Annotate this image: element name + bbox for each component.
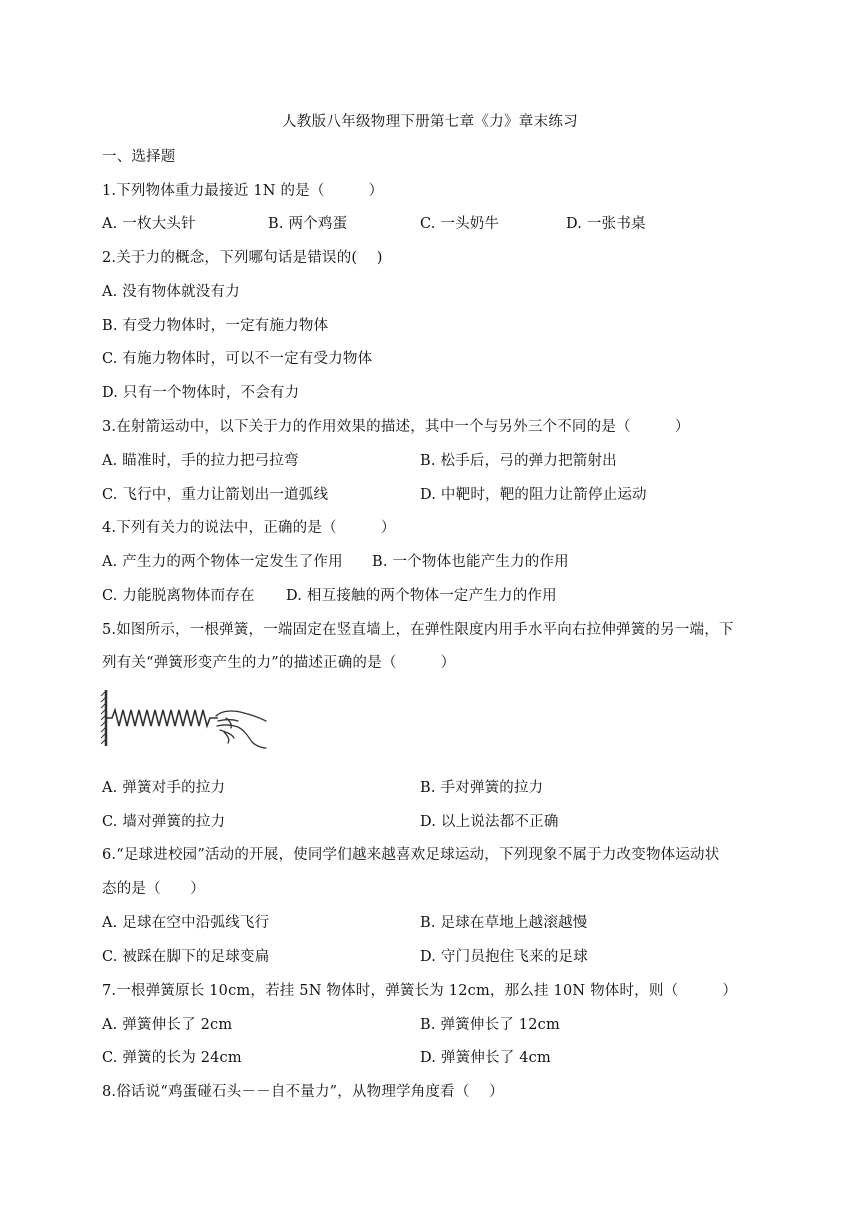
question-4-option-c: C. 力能脱离物体而存在 — [102, 588, 255, 604]
question-2-option-b: B. 有受力物体时，一定有施力物体 — [102, 318, 329, 334]
question-2-stem: 2.关于力的概念，下列哪句话是错误的( ) — [102, 250, 383, 266]
question-7-stem: 7.一根弹簧原长 10cm，若挂 5N 物体时，弹簧长为 12cm，那么挂 10N 物体时，则（ ） — [102, 983, 738, 999]
question-5-option-b: B. 手对弹簧的拉力 — [420, 780, 544, 796]
question-6-option-d: D. 守门员抱住飞来的足球 — [420, 949, 588, 965]
question-7-option-d: D. 弹簧伸长了 4cm — [420, 1050, 551, 1066]
question-3-option-a: A. 瞄准时，手的拉力把弓拉弯 — [102, 453, 299, 469]
question-4-option-b: B. 一个物体也能产生力的作用 — [372, 554, 569, 570]
question-7-option-c: C. 弹簧的长为 24cm — [102, 1050, 242, 1066]
document-title: 人教版八年级物理下册第七章《力》章末练习 — [282, 114, 578, 130]
question-3-option-d: D. 中靶时，靶的阻力让箭停止运动 — [420, 487, 647, 503]
question-1-option-c: C. 一头奶牛 — [420, 216, 500, 232]
question-1-stem: 1.下列物体重力最接近 1N 的是（ ） — [102, 183, 384, 199]
question-1-option-a: A. 一枚大头针 — [102, 216, 196, 232]
spring-coil — [107, 710, 218, 726]
question-4-option-a: A. 产生力的两个物体一定发生了作用 — [102, 554, 343, 570]
question-3-stem: 3.在射箭运动中，以下关于力的作用效果的描述，其中一个与另外三个不同的是（ ） — [102, 419, 690, 435]
question-7-option-a: A. 弹簧伸长了 2cm — [102, 1017, 233, 1033]
question-4-stem: 4.下列有关力的说法中，正确的是（ ） — [102, 520, 396, 536]
question-5-option-c: C. 墙对弹簧的拉力 — [102, 814, 226, 830]
question-4-option-d: D. 相互接触的两个物体一定产生力的作用 — [286, 588, 557, 604]
question-2-option-d: D. 只有一个物体时，不会有力 — [102, 385, 300, 401]
question-6-stem-line-1: 6.“足球进校园”活动的开展，使同学们越来越喜欢足球运动，下列现象不属于力改变物体运动状 — [102, 847, 720, 863]
question-1-option-d: D. 一张书桌 — [566, 216, 646, 232]
question-6-option-b: B. 足球在草地上越滚越慢 — [420, 915, 588, 931]
question-6-option-c: C. 被踩在脚下的足球变扁 — [102, 949, 270, 965]
spring-wall-hand-figure — [100, 688, 270, 750]
question-5-stem-line-2: 列有关“弹簧形变产生的力”的描述正确的是（ ） — [102, 655, 456, 671]
question-2-option-c: C. 有施力物体时，可以不一定有受力物体 — [102, 351, 373, 367]
question-8-stem: 8.俗话说“鸡蛋碰石头－－自不量力”，从物理学角度看（ ） — [102, 1084, 504, 1100]
question-1-option-b: B. 两个鸡蛋 — [268, 216, 348, 232]
question-2-option-a: A. 没有物体就没有力 — [102, 284, 240, 300]
question-3-option-c: C. 飞行中，重力让箭划出一道弧线 — [102, 487, 329, 503]
question-6-stem-line-2: 态的是（ ） — [102, 881, 205, 897]
question-5-stem-line-1: 5.如图所示，一根弹簧，一端固定在竖直墙上，在弹性限度内用手水平向右拉伸弹簧的另一端，下 — [102, 622, 734, 638]
question-7-option-b: B. 弹簧伸长了 12cm — [420, 1017, 560, 1033]
question-5-option-a: A. 弹簧对手的拉力 — [102, 780, 226, 796]
section-heading: 一、选择题 — [102, 149, 176, 165]
hand-drawing — [216, 711, 266, 748]
question-5-option-d: D. 以上说法都不正确 — [420, 814, 559, 830]
question-6-option-a: A. 足球在空中沿弧线飞行 — [102, 915, 270, 931]
question-3-option-b: B. 松手后，弓的弹力把箭射出 — [420, 453, 617, 469]
